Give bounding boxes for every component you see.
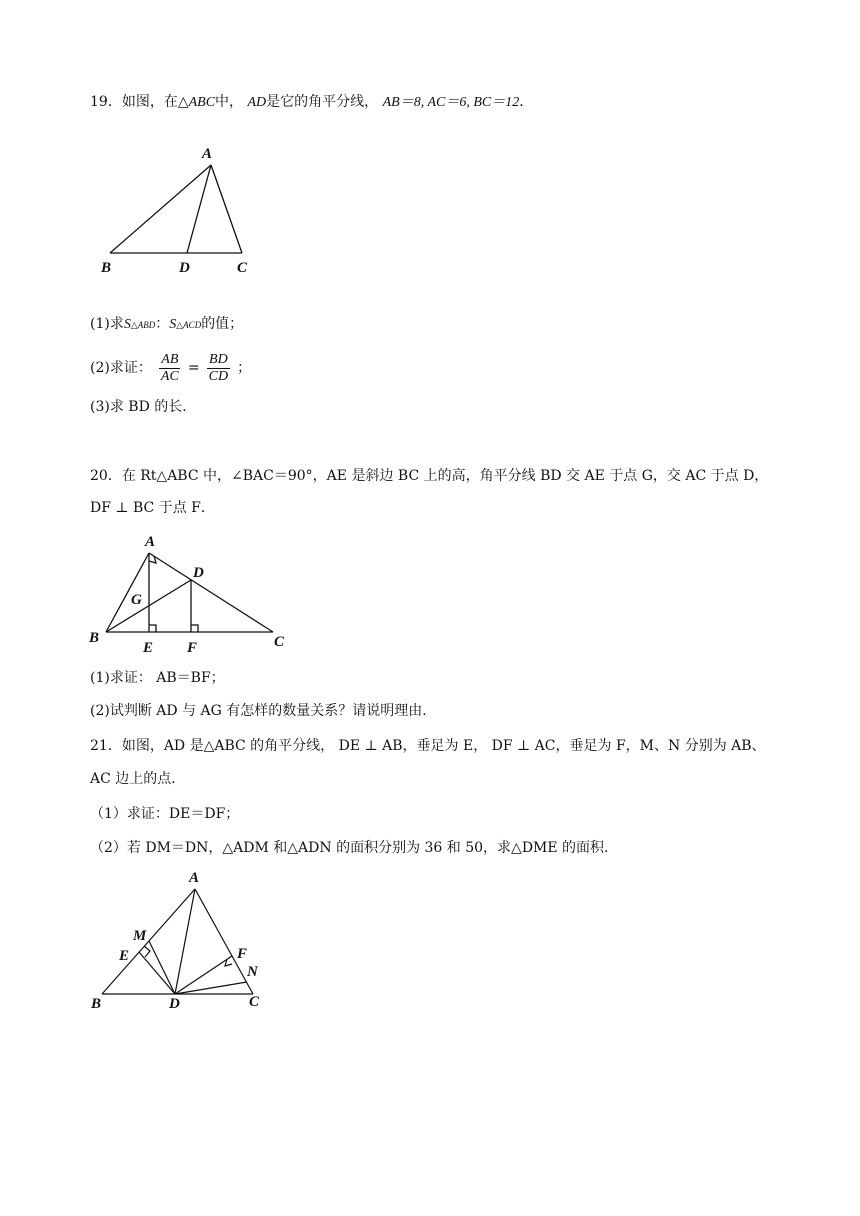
q19-frac2-num: BD xyxy=(209,351,228,367)
q21-right-angle-e xyxy=(144,946,150,957)
q20-stem-line2: DF ⊥ BC 于点 F． xyxy=(90,500,215,516)
q21-segment-dn xyxy=(175,982,247,994)
q20-label-d: D xyxy=(193,565,204,581)
q20-label-f: F xyxy=(187,640,198,656)
q21-segment-ad xyxy=(175,889,195,994)
q20-segment-ac xyxy=(149,553,273,632)
q21-figure xyxy=(85,872,280,1017)
q19-stem-text: 19．如图，在 xyxy=(90,94,178,110)
q19-part2 xyxy=(90,350,251,386)
q19-p1-s1-sub: △ABD xyxy=(130,320,156,330)
q19-p1-prefix: (1)求 xyxy=(90,316,124,332)
q21-label-m: M xyxy=(133,928,147,944)
q19-frac1-num: AB xyxy=(161,351,179,367)
q19-label-b: B xyxy=(101,260,112,276)
q21-stem-line2: AC 边上的点． xyxy=(90,771,186,787)
q19-frac2-den: CD xyxy=(208,368,229,384)
q20-right-angle-f xyxy=(191,625,198,632)
q19-triangle: △ABC xyxy=(177,95,216,110)
q19-part3: (3)求 BD 的长． xyxy=(90,399,197,415)
q19-p1-s2: S xyxy=(169,317,177,332)
q19-label-d: D xyxy=(179,260,190,276)
q20-right-angle-e xyxy=(149,625,156,632)
q21-segment-ab xyxy=(102,889,195,994)
q19-end: ． xyxy=(519,94,534,110)
q19-p1-colon: ： xyxy=(155,316,170,332)
q20-label-e: E xyxy=(143,640,154,656)
q19-bisector-text: 是它的角平分线， xyxy=(266,94,379,110)
q20-stem-line1: 20．在 Rt△ABC 中，∠BAC＝90°，AE 是斜边 BC 上的高，角平分线 BD 交 AE 于点 G，交 AC 于点 D， xyxy=(90,468,769,484)
q20-part1: (1)求证： AB＝BF； xyxy=(90,670,225,686)
q20-segment-ab xyxy=(106,553,149,632)
q19-label-c: C xyxy=(237,260,248,276)
q20-right-angle-a xyxy=(149,556,156,563)
q20-label-c: C xyxy=(274,634,285,650)
q19-label-a: A xyxy=(202,146,213,162)
q20-part2: (2)试判断 AD 与 AG 有怎样的数量关系？请说明理由． xyxy=(90,703,437,719)
q19-frac1-den: AC xyxy=(160,368,179,384)
q19-p2-prefix: (2)求证： xyxy=(90,360,152,376)
q21-part1: （1）求证：DE＝DF； xyxy=(90,806,240,822)
q19-p2-suffix: ； xyxy=(237,360,252,376)
q19-p1-s1: S xyxy=(123,317,131,332)
q20-label-a: A xyxy=(145,534,156,550)
q21-label-a: A xyxy=(189,870,200,886)
q21-label-f: F xyxy=(237,946,248,962)
q20-label-g: G xyxy=(131,592,142,608)
q21-segment-df xyxy=(175,956,232,994)
q19-figure xyxy=(95,140,265,280)
q21-part2: （2）若 DM＝DN，△ADM 和△ADN 的面积分别为 36 和 50，求△DME 的面积． xyxy=(90,840,619,856)
q19-mid: 中， xyxy=(215,94,244,110)
q21-segment-ac xyxy=(195,889,253,994)
q21-label-d: D xyxy=(169,996,180,1012)
q21-label-n: N xyxy=(247,964,258,980)
q19-segment-ac xyxy=(211,165,242,253)
q19-given: AB＝8, AC＝6, BC＝12 xyxy=(382,95,520,110)
q21-label-b: B xyxy=(91,996,102,1012)
q19-fraction-bd-cd xyxy=(207,352,230,385)
q19-segment-ad xyxy=(187,165,211,253)
q19-segment-ab xyxy=(110,165,211,253)
q21-label-c: C xyxy=(249,994,260,1010)
q19-p1-suffix: 的值； xyxy=(201,316,244,332)
q19-ad: AD xyxy=(247,95,267,110)
q19-p1-s2-sub: △ACD xyxy=(176,320,202,330)
q19-fraction-ab-ac xyxy=(159,352,180,385)
q19-part1 xyxy=(90,314,243,335)
q19-equals: = xyxy=(187,360,200,376)
q20-figure xyxy=(85,528,295,658)
q21-stem-line1: 21．如图，AD 是△ABC 的角平分线， DE ⊥ AB，垂足为 E， DF ⊥ AC，垂足为 F，M、N 分别为 AB、 xyxy=(90,738,766,754)
q21-label-e: E xyxy=(119,948,130,964)
q20-label-b: B xyxy=(89,630,100,646)
q19-stem xyxy=(90,92,533,113)
